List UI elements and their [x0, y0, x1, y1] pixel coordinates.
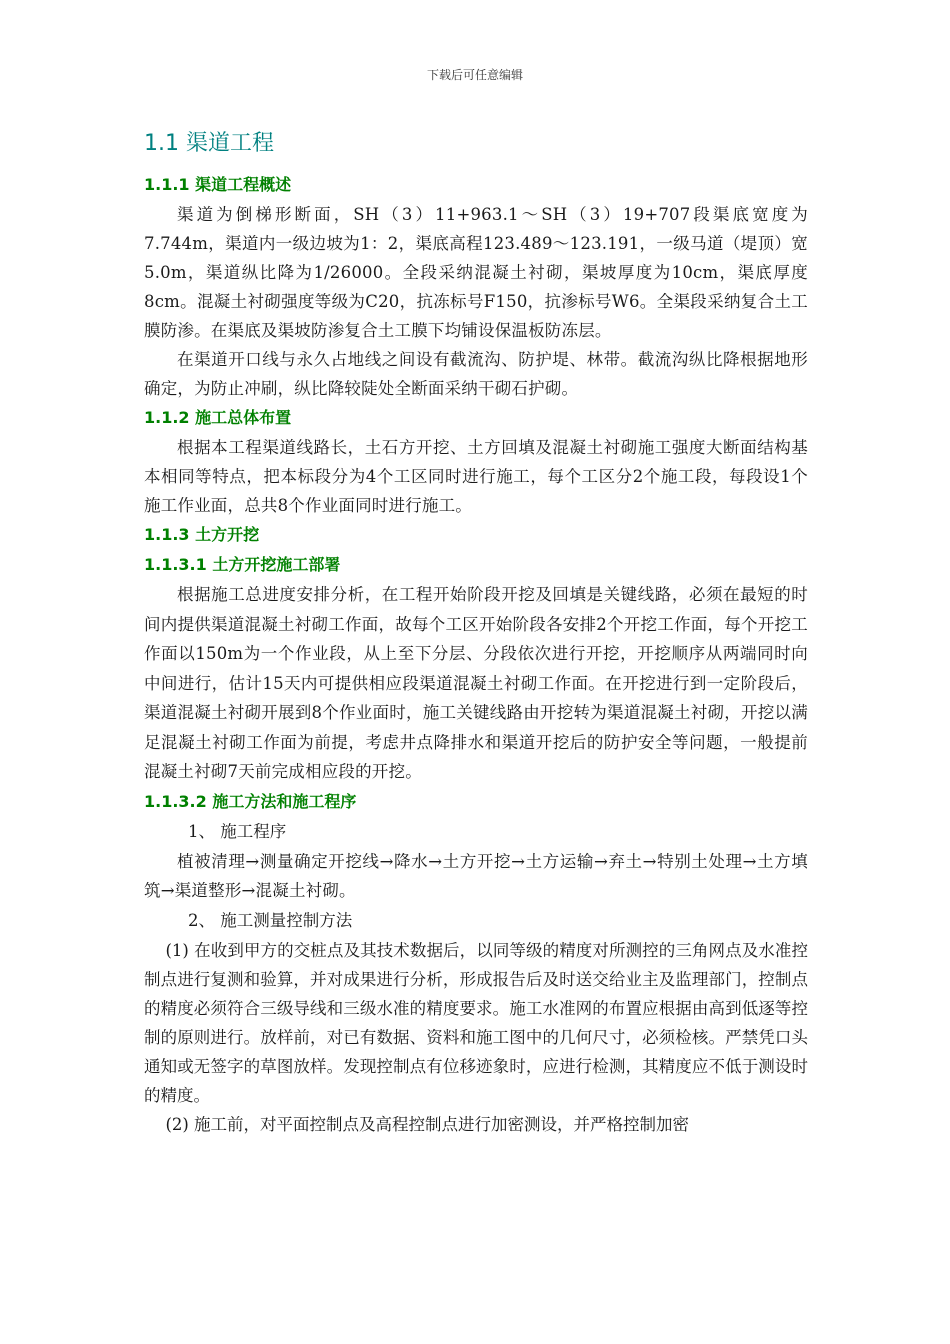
paragraph-overview-1: 渠道为倒梯形断面，SH（3）11+963.1～SH（3）19+707段渠底宽度为7.744m，渠道内一级边坡为1：2，渠底高程123.489～123.191，一级马道（堤顶）宽5.0m，渠道纵比降为1/26000。全段采纳混凝土衬砌，渠坡厚度为10cm，渠底厚度8cm。混凝土衬砌强度等级为C20，抗冻标号F150，抗渗标号W6。全渠段采纳复合土工膜防渗。在渠底及渠坡防渗复合土工膜下均铺设保温板防冻层。: [144, 205, 808, 340]
section-heading-1-1-2: 1.1.2 施工总体布置: [144, 408, 292, 427]
section-heading-1-1-1: 1.1.1 渠道工程概述: [144, 175, 292, 194]
section-heading-1-1: 1.1 渠道工程: [144, 131, 274, 156]
document-body: [144, 128, 808, 1139]
list-item-1-heading: 1、 施工程序: [188, 821, 287, 841]
list-item-2-heading: 2、 施工测量控制方法: [188, 910, 353, 930]
paragraph-overview-2: 在渠道开口线与永久占地线之间设有截流沟、防护堤、林带。截流沟纵比降根据地形确定，为防止冲刷，纵比降较陡处全断面采纳干砌石护砌。: [144, 350, 808, 398]
section-heading-1-1-3: 1.1.3 土方开挖: [144, 525, 260, 544]
section-heading-1-1-3-2: 1.1.3.2 施工方法和施工程序: [144, 791, 357, 811]
list-item-2-paragraph-1: (1) 在收到甲方的交桩点及其技术数据后，以同等级的精度对所测控的三角网点及水准控制点进行复测和验算，并对成果进行分析，形成报告后及时送交给业主及监理部门，控制点的精度必须符合三级导线和三级水准的精度要求。施工水准网的布置应根据由高到低逐等控制的原则进行。放样前，对已有数据、资料和施工图中的几何尺寸，必须检核。严禁凭口头通知或无签字的草图放样。发现控制点有位移迹象时，应进行检测，其精度应不低于测设时的精度。: [144, 940, 808, 1105]
section-heading-1-1-3-1: 1.1.3.1 土方开挖施工部署: [144, 555, 341, 574]
list-item-2-paragraph-2: (2) 施工前，对平面控制点及高程控制点进行加密测设，并严格控制加密: [165, 1114, 690, 1134]
list-item-1-body: 植被清理→测量确定开挖线→降水→土方开挖→土方运输→弃土→特别土处理→土方填筑→渠道整形→混凝土衬砌。: [144, 851, 808, 900]
page-header-note: 下载后可任意编辑: [426, 68, 523, 82]
paragraph-layout: 根据本工程渠道线路长，土石方开挖、土方回填及混凝土衬砌施工强度大断面结构基本相同等特点，把本标段分为4个工区同时进行施工，每个工区分2个施工段，每段设1个施工作业面，总共8个作业面同时进行施工。: [144, 438, 808, 515]
paragraph-excavation-plan: 根据施工总进度安排分析，在工程开始阶段开挖及回填是关键线路，必须在最短的时间内提供渠道混凝土衬砌工作面，故每个工区开始阶段各安排2个开挖工作面，每个开挖工作面以150m为一个作业段，从上至下分层、分段依次进行开挖，开挖顺序从两端同时向中间进行，估计15天内可提供相应段渠道混凝土衬砌工作面。在开挖进行到一定阶段后，渠道混凝土衬砌开展到8个作业面时，施工关键线路由开挖转为渠道混凝土衬砌，开挖以满足混凝土衬砌工作面为前提，考虑井点降排水和渠道开挖后的防护安全等问题，一般提前混凝土衬砌7天前完成相应段的开挖。: [144, 585, 808, 781]
